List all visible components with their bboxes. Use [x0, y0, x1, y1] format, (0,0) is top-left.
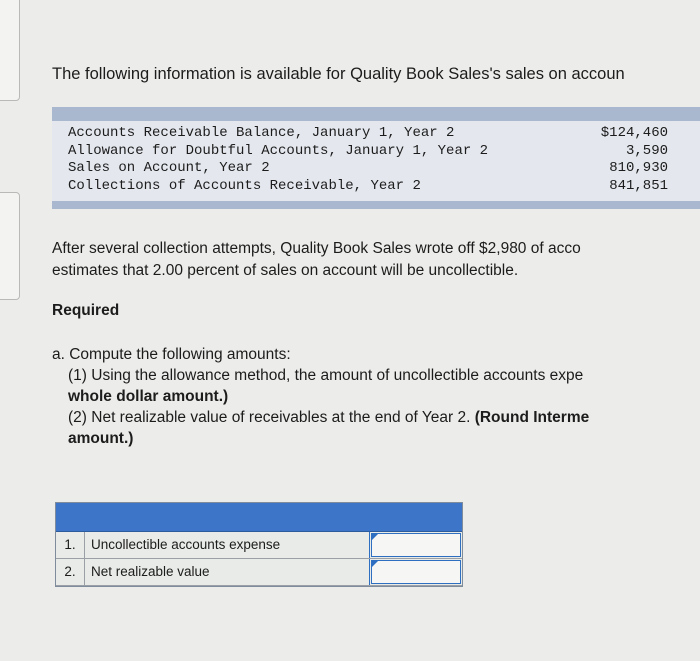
uncollectible-expense-input[interactable] — [371, 533, 461, 557]
rounding-note-2: (Round Interme — [470, 409, 590, 426]
question-part-1: (1) Using the allowance method, the amount of uncollectible accounts expe — [68, 367, 584, 384]
sidebar-tab-top[interactable] — [0, 0, 20, 101]
row-label: Net realizable value — [85, 559, 370, 585]
problem-paragraph — [52, 238, 700, 282]
answer-row — [56, 532, 462, 559]
question-part-2: (2) Net realizable value of receivables at the end of Year 2. (Round Interme — [68, 409, 590, 426]
question-a: a. Compute the following amounts: — [52, 346, 291, 363]
ledger-label: Accounts Receivable Balance, January 1, Year 2 — [68, 125, 455, 141]
paragraph-line: After several collection attempts, Quality Book Sales wrote off $2,980 of acco — [52, 240, 581, 257]
input-flag-icon — [372, 534, 378, 540]
ledger-row — [68, 125, 668, 143]
ledger-row — [68, 178, 668, 196]
ledger-amount: 810,930 — [609, 160, 668, 176]
ledger-label: Sales on Account, Year 2 — [68, 160, 270, 176]
ledger-row — [68, 160, 668, 178]
answer-row — [56, 559, 462, 586]
answer-table — [55, 502, 463, 587]
ledger-row — [68, 143, 668, 161]
ledger-amount: 3,590 — [625, 142, 668, 159]
row-number: 1. — [56, 532, 85, 558]
intro-text: The following information is available for Quality Book Sales's sales on accoun — [52, 65, 625, 83]
ledger-amount: 841,851 — [609, 177, 668, 194]
row-number: 2. — [56, 559, 85, 585]
rounding-note-2b: amount.) — [68, 430, 134, 447]
sidebar-tab-bottom[interactable] — [0, 192, 20, 300]
rounding-note-1: whole dollar amount.) — [68, 388, 229, 405]
row-label: Uncollectible accounts expense — [85, 532, 370, 558]
required-heading: Required — [52, 302, 120, 319]
ledger-label: Allowance for Doubtful Accounts, January 1, Year 2 — [68, 142, 489, 159]
ledger-header-band — [52, 107, 700, 121]
net-realizable-value-input[interactable] — [371, 560, 461, 584]
ledger-footer-band — [52, 201, 700, 209]
ledger-amount: $124,460 — [600, 125, 668, 141]
ledger-label: Collections of Accounts Receivable, Year 2 — [68, 177, 421, 194]
ledger-table — [52, 107, 700, 209]
paragraph-line: estimates that 2.00 percent of sales on account will be uncollectible. — [52, 262, 519, 279]
answer-table-header — [56, 503, 462, 532]
question-block — [52, 344, 700, 449]
input-flag-icon — [372, 561, 378, 567]
